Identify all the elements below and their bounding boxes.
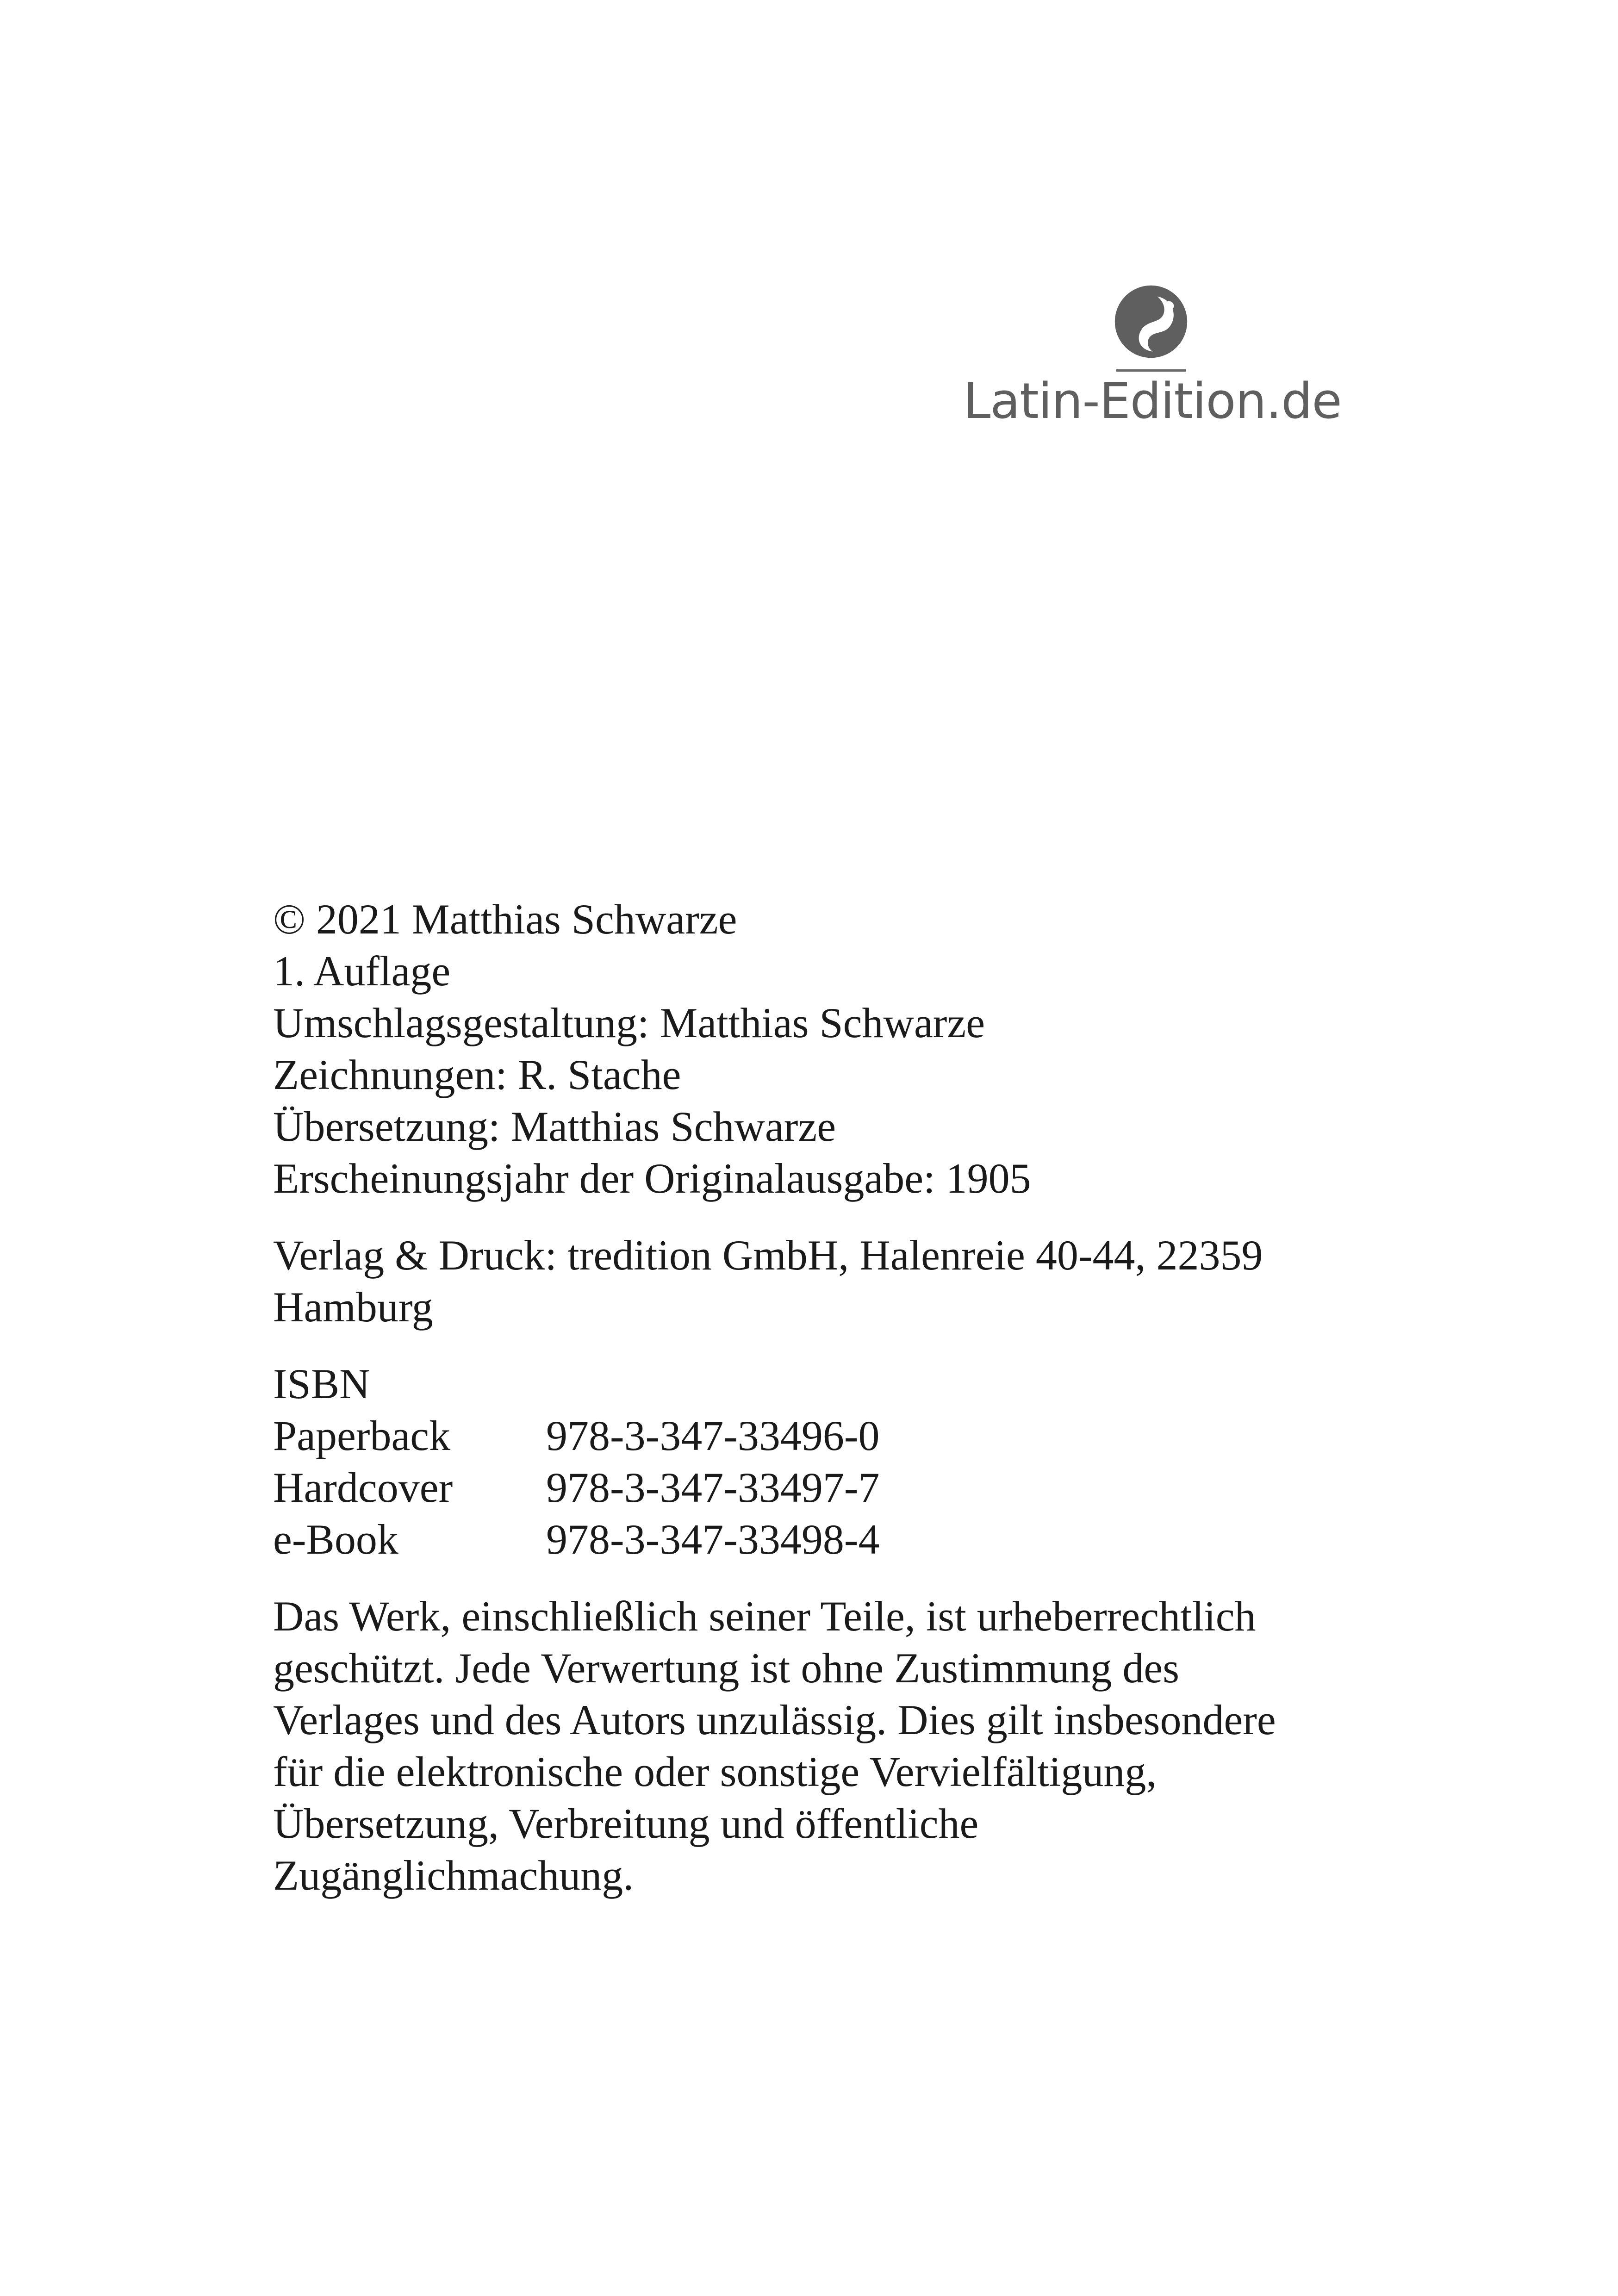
isbn-row-hardcover — [273, 1462, 1430, 1513]
rights-line: Übersetzung, Verbreitung und öffentliche — [273, 1800, 979, 1847]
cover-design-line: Umschlagsgestaltung: Matthias Schwarze — [273, 999, 985, 1046]
isbn-value: 978-3-347-33497-7 — [546, 1464, 880, 1511]
publisher-line-2: Hamburg — [273, 1283, 433, 1331]
publisher-logo — [944, 268, 1361, 435]
edition-line: 1. Auflage — [273, 947, 451, 995]
drawings-line: Zeichnungen: R. Stache — [273, 1051, 681, 1098]
rights-line: geschützt. Jede Verwertung ist ohne Zustimmung des — [273, 1644, 1180, 1692]
isbn-value: 978-3-347-33498-4 — [546, 1516, 880, 1563]
publisher-line-1: Verlag & Druck: tredition GmbH, Halenreie 40-44, 22359 — [273, 1232, 1263, 1279]
rights-line: Das Werk, einschließlich seiner Teile, ist urheberrechtlich — [273, 1593, 1256, 1640]
rights-line: für die elektronische oder sonstige Vervielfältigung, — [273, 1748, 1157, 1795]
isbn-label: e-Book — [273, 1516, 398, 1563]
rights-line: Verlages und des Autors unzulässig. Dies gilt insbesondere — [273, 1696, 1276, 1743]
isbn-heading: ISBN — [273, 1360, 370, 1407]
credits-section — [273, 893, 1430, 1204]
latin-edition-logo-icon — [1112, 282, 1190, 361]
isbn-row-ebook — [273, 1513, 1430, 1565]
isbn-row-paperback — [273, 1410, 1430, 1462]
isbn-label: Hardcover — [273, 1464, 453, 1511]
original-year-line: Erscheinungsjahr der Originalausgabe: 1905 — [273, 1155, 1031, 1202]
translation-line: Übersetzung: Matthias Schwarze — [273, 1103, 836, 1150]
logo-divider — [1116, 369, 1186, 372]
rights-line: Zugänglichmachung. — [273, 1852, 634, 1899]
publisher-logo-text: Latin-Edition.de — [963, 373, 1342, 429]
rights-paragraph — [273, 1590, 1393, 1901]
imprint-block — [273, 893, 1430, 1901]
isbn-section — [273, 1358, 1430, 1565]
isbn-value: 978-3-347-33496-0 — [546, 1412, 880, 1459]
publisher-section — [273, 1229, 1430, 1333]
copyright-line: © 2021 Matthias Schwarze — [273, 896, 737, 943]
isbn-label: Paperback — [273, 1412, 451, 1459]
